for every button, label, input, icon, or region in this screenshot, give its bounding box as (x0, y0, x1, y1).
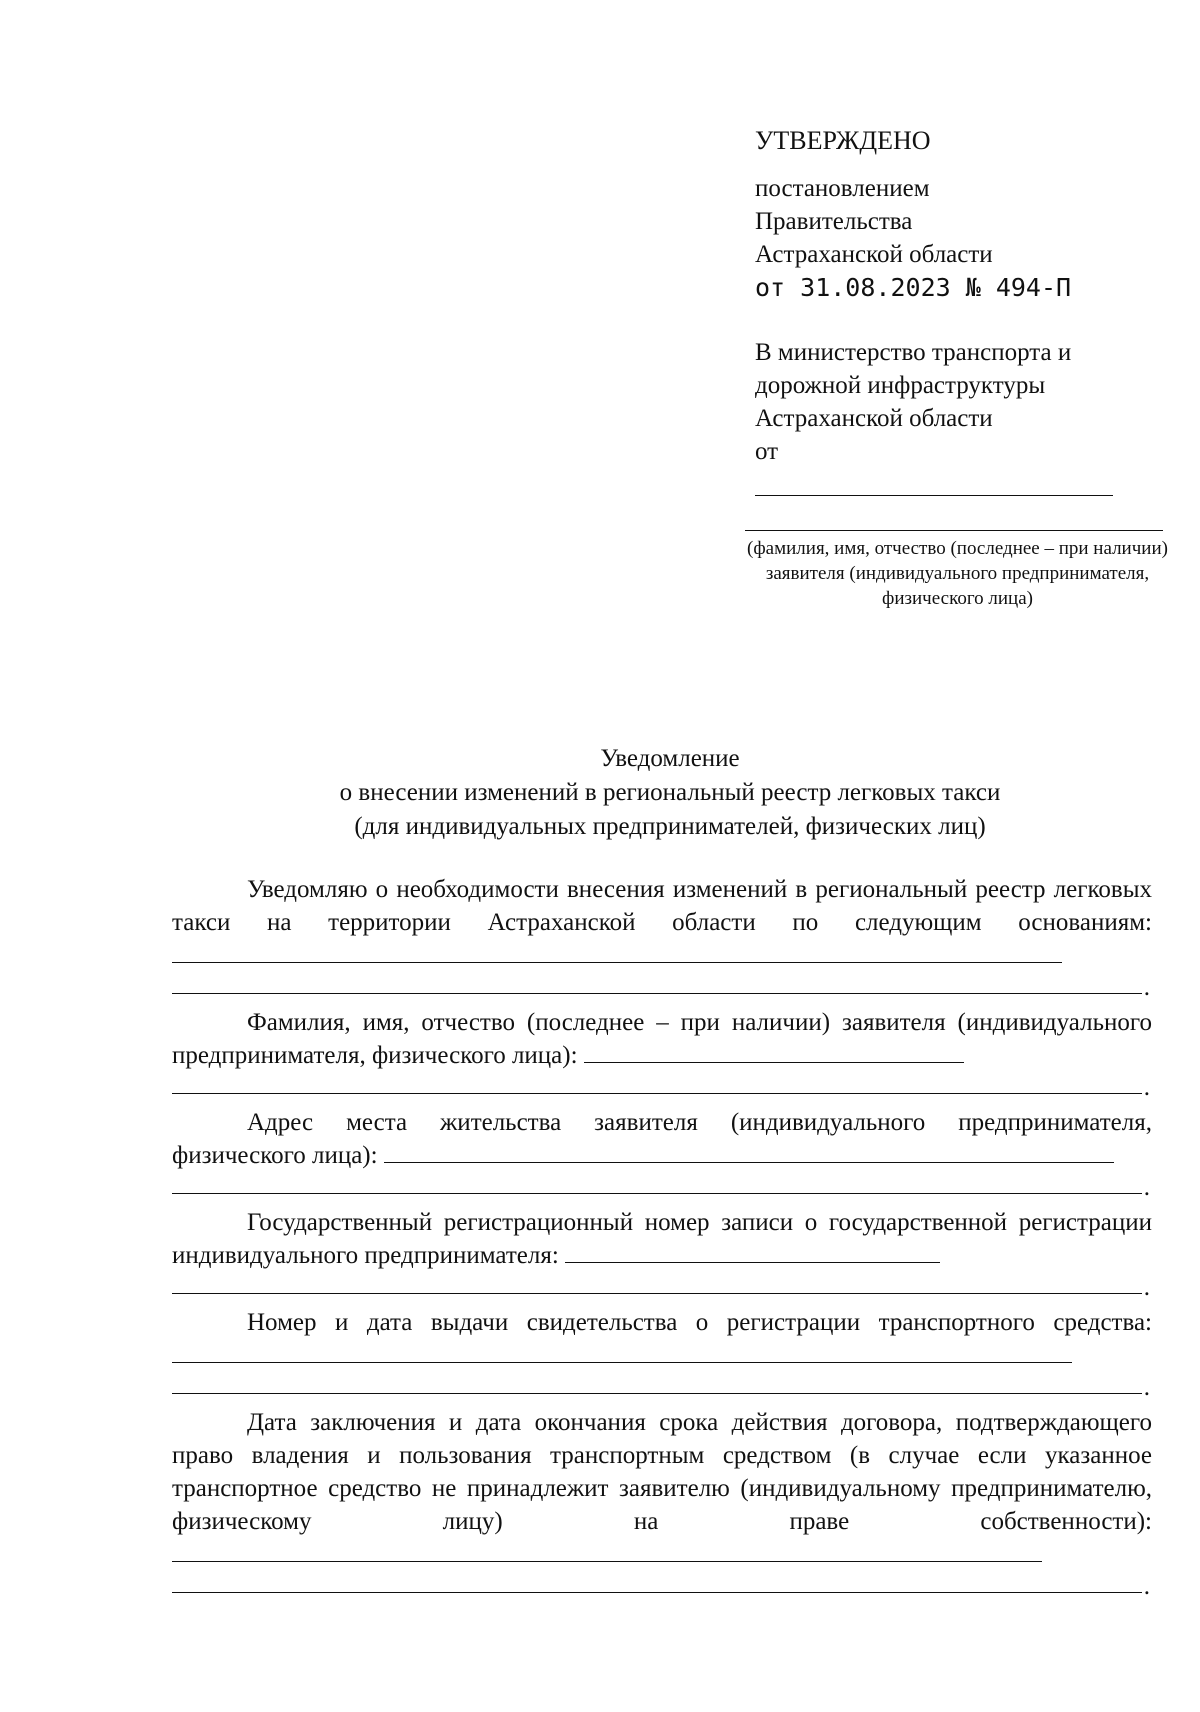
line-end-mark: . (1143, 1274, 1150, 1301)
paragraph-address (172, 1106, 1152, 1172)
paragraph-text: Дата заключения и дата окончания срока действия договора, подтверждающего право владения и пользования транспортным средством (в случае если указанное транспортное средство не принадлежит заявителю (индивидуальному предпринимателю, физическому лицу) на праве собственности): (172, 1409, 1152, 1535)
paragraph-grounds (172, 873, 1152, 972)
blank-rule (172, 1592, 1142, 1593)
addressee-line: от (755, 438, 779, 465)
form-body (172, 873, 1152, 1599)
vehicle-certificate-blank-row[interactable] (172, 1372, 1152, 1400)
paragraph-vehicle-certificate (172, 1306, 1152, 1372)
blank-rule (172, 1293, 1142, 1294)
approval-line: Правительства (755, 208, 913, 235)
vehicle-certificate-fill-line[interactable] (172, 1342, 1072, 1363)
paragraph-applicant-name (172, 1006, 1152, 1072)
grounds-blank-row[interactable] (172, 972, 1152, 1000)
paragraph-text: Адрес места жительства заявителя (индивидуального предпринимателя, физического лица): (172, 1109, 1152, 1169)
applicant-blank-line[interactable] (745, 530, 1163, 531)
blank-rule (172, 1093, 1142, 1094)
line-end-mark: . (1143, 974, 1150, 1001)
applicant-name-fill-line[interactable] (584, 1042, 964, 1063)
address-fill-line[interactable] (384, 1142, 1114, 1163)
addressee-line: В министерство транспорта и (755, 339, 1072, 366)
line-end-mark: . (1143, 1174, 1150, 1201)
contract-dates-blank-row[interactable] (172, 1571, 1152, 1599)
address-blank-row[interactable] (172, 1172, 1152, 1200)
paragraph-registration-number (172, 1206, 1152, 1272)
registration-number-blank-row[interactable] (172, 1272, 1152, 1300)
paragraph-text: Уведомляю о необходимости внесения изменений в региональный реестр легковых такси на территории Астраханской области по следующим основаниям: (172, 876, 1152, 936)
document-subtitle: (для индивидуальных предпринимателей, физических лиц) (354, 813, 986, 840)
contract-dates-fill-line[interactable] (172, 1541, 1042, 1562)
approval-date-number: от 31.08.2023 № 494-П (755, 273, 1072, 302)
registration-number-fill-line[interactable] (565, 1242, 940, 1263)
grounds-fill-line[interactable] (172, 942, 1062, 963)
blank-rule (172, 1393, 1142, 1394)
addressee-line: Астраханской области (755, 405, 993, 432)
addressee-line: дорожной инфраструктуры (755, 372, 1046, 399)
blank-rule (172, 993, 1142, 994)
approval-heading: УТВЕРЖДЕНО (755, 126, 931, 155)
approval-line: постановлением (755, 175, 930, 202)
paragraph-text: Номер и дата выдачи свидетельства о регистрации транспортного средства: (247, 1309, 1152, 1336)
approval-line: Астраханской области (755, 241, 993, 268)
paragraph-contract-dates (172, 1406, 1152, 1571)
document-subtitle: о внесении изменений в региональный реестр легковых такси (339, 779, 1001, 806)
line-end-mark: . (1143, 1374, 1150, 1401)
applicant-blank-line[interactable] (755, 495, 1113, 496)
addressee-block (755, 336, 1175, 468)
document-title: Уведомление (600, 745, 740, 772)
blank-rule (172, 1193, 1142, 1194)
applicant-name-blank-row[interactable] (172, 1072, 1152, 1100)
line-end-mark: . (1143, 1074, 1150, 1101)
paragraph-text: Государственный регистрационный номер записи о государственной регистрации индивидуального предпринимателя: (172, 1209, 1152, 1269)
applicant-field-caption: (фамилия, имя, отчество (последнее – при наличии) заявителя (индивидуального предпринимателя, физического лица) (747, 538, 1168, 609)
paragraph-text: Фамилия, имя, отчество (последнее – при наличии) заявителя (индивидуального предпринимателя, физического лица): (172, 1009, 1152, 1069)
line-end-mark: . (1143, 1573, 1150, 1600)
approval-block (755, 120, 1175, 304)
